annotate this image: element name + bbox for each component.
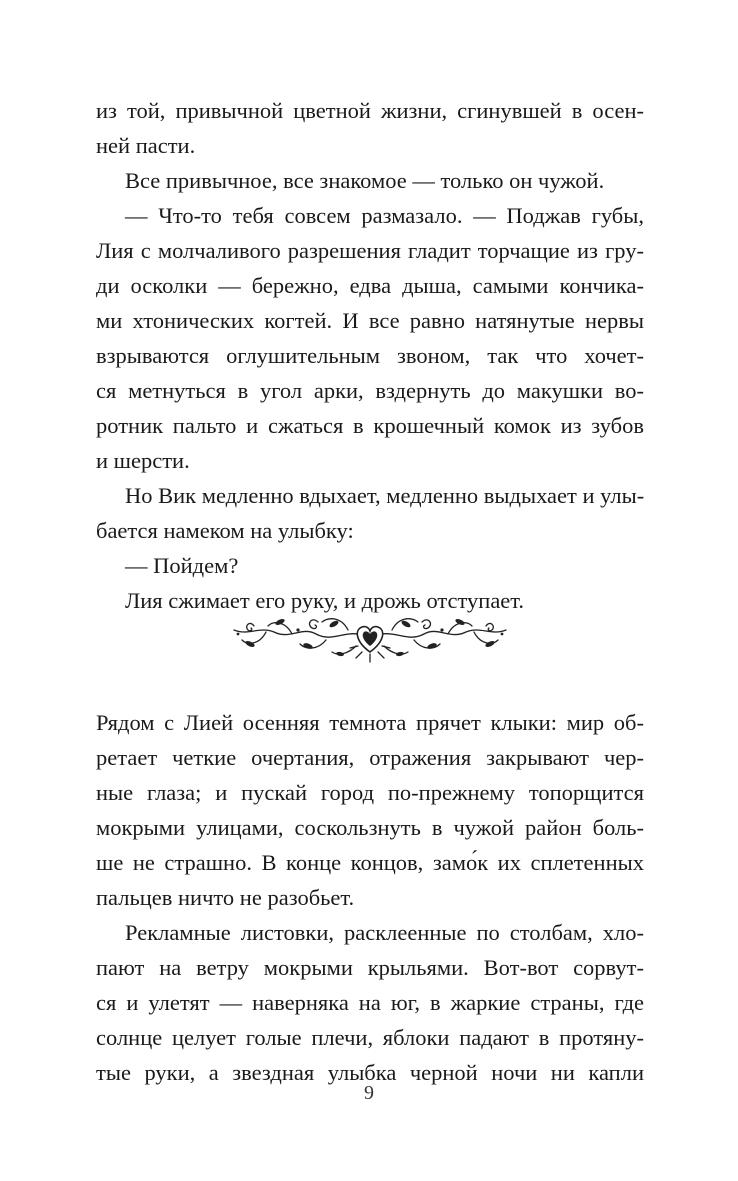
text-line: ней пасти. — [96, 133, 196, 158]
text-line: ся метнуться в угол арки, вздернуть до макушки во- — [96, 378, 644, 403]
text-line: ротник пальто и сжаться в крошечный комок из зубов — [96, 413, 644, 438]
text-line: пальцев ничто не разобьет. — [96, 885, 355, 910]
text-line: тые руки, а звездная улыбка черной ночи ни капли — [96, 1060, 644, 1085]
text-line: Рядом с Лией осенняя темнота прячет клыки: мир об- — [96, 710, 644, 735]
text-line: Но Вик медленно вдыхает, медленно выдыхает и улы- — [125, 483, 644, 508]
text-line: солнце целует голые плечи, яблоки падают в протяну- — [96, 1025, 644, 1050]
text-line: — Пойдем? — [125, 553, 239, 578]
text-line: ные глаза; и пускай город по-прежнему топорщится — [96, 780, 644, 805]
text-line: ше не страшно. В конце концов, замо́к их сплетенных — [96, 850, 644, 875]
text-line: ретает четкие очертания, отражения закрывают чер- — [96, 745, 644, 770]
text-line: Лия с молчаливого разрешения гладит торчащие из гру- — [96, 238, 644, 263]
text-line: Рекламные листовки, расклеенные по столбам, хло- — [125, 920, 644, 945]
text-line: пают на ветру мокрыми крыльями. Вот-вот сорвут- — [96, 955, 644, 980]
text-line: ми хтонических когтей. И все равно натянутые нервы — [96, 308, 644, 333]
floral-heart-vignette-icon — [230, 600, 510, 672]
book-page — [96, 0, 644, 1181]
text-line: взрываются оглушительным звоном, так что хочет- — [96, 343, 644, 368]
page-number: 9 — [364, 1082, 374, 1104]
text-line: и шерсти. — [96, 448, 190, 473]
text-line: бается намеком на улыбку: — [96, 518, 354, 543]
text-line: Лия сжимает его руку, и дрожь отступает. — [125, 588, 525, 613]
text-line: Все привычное, все знакомое — только он чужой. — [125, 168, 605, 193]
text-line: — Что-то тебя совсем размазало. — Поджав губы, — [125, 203, 644, 228]
text-line: мокрыми улицами, соскользнуть в чужой район боль- — [96, 815, 644, 840]
text-line: ди осколки — бережно, едва дыша, самыми кончика- — [96, 273, 644, 298]
text-line: ся и улетят — наверняка на юг, в жаркие страны, где — [96, 990, 644, 1015]
text-line: из той, привычной цветной жизни, сгинувшей в осен- — [96, 98, 644, 123]
